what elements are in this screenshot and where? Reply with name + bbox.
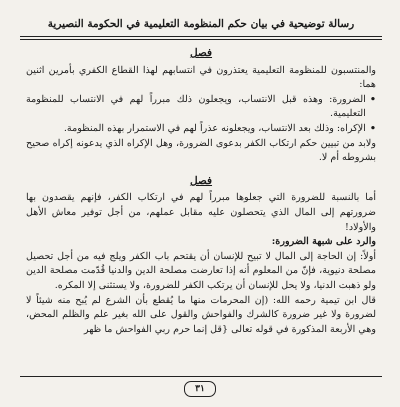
- paragraph: ولابد من تبيين حكم ارتكاب الكفر بدعوى الضرورة، وهل الإكراه الذي يدعونه إكراه صحيح بشروطه أم لا.: [26, 137, 376, 164]
- bullet-icon: •: [369, 122, 376, 134]
- bullet-text: الضرورة: وهذه قبل الانتساب، ويجعلون ذلك مبرراً لهم في الانتساب للمنظومة التعليمية.: [26, 93, 366, 120]
- header-rule-thin: [20, 39, 382, 40]
- paragraph: والمنتسبون للمنظومة التعليمية يعتذرون في انتسابهم لهذا القطاع الكفري بأمرين اثنين هما:: [26, 64, 376, 91]
- header-rule: [20, 36, 382, 37]
- footer-rule: [20, 376, 382, 377]
- section-heading: فصل: [189, 174, 213, 187]
- body-text: [26, 44, 376, 337]
- bullet-icon: •: [369, 93, 376, 105]
- page-number: ٣١: [184, 381, 216, 397]
- subheading: والرد على شبهة الضرورة:: [271, 236, 376, 248]
- paragraph: أما بالنسبة للضرورة التي جعلوها مبرراً لهم في ارتكاب الكفر، فإنهم يقصدون بها ضرورتهم إلى المال الذي يتحصلون عليه مقابل عملهم، من أجل توفير معاش الأهل والأولاد!: [26, 192, 376, 233]
- quote-paragraph: قال ابن تيمية رحمه الله: (إن المحرمات منها ما يُقطع بأن الشرع لم يُبح منه شيئاً لا لضرورة ولا غير ضرورة كالشرك والفواحش والقول على الله بغير علم والظلم المحض، وهي الأربعة المذكورة في قوله تعالى {قل إنما حرم ربي الفواحش ما ظهر: [26, 294, 376, 335]
- section-heading: فصل: [189, 47, 213, 59]
- running-header: رسالة توضيحية في بيان حكم المنظومة التعليمية في الحكومة النصيرية: [47, 18, 355, 30]
- bullet-item: [26, 93, 376, 122]
- bullet-item: [26, 122, 376, 137]
- bullet-text: الإكراه: وذلك بعد الانتساب، ويجعلونه عذراً لهم في الاستمرار بهذه المنظومة.: [63, 122, 366, 134]
- paragraph: أولاً: إن الحاجة إلى المال لا تبيح للإنسان أن يقتحم باب الكفر ويلج فيه من أجل تحصيل مصلحة دنيوية، فإنّ من المعلوم أنه إذا تعارضت مصلحة الدين والدنيا قُدّمت مصلحة الدين ولو ذهبت الدنيا، ولا يحل للإنسان أن يرتكب الكفر للضرورة، ولا يستثنى إلا المكره.: [26, 250, 376, 291]
